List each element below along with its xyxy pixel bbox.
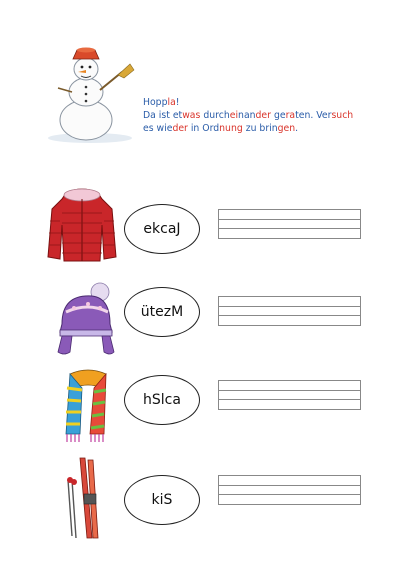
syllable: nung (219, 123, 243, 134)
syllable: ge (270, 110, 286, 121)
syllable: es wie (143, 123, 173, 134)
answer-lines[interactable] (218, 296, 361, 326)
syllable: der (172, 123, 188, 134)
syllable: la (167, 97, 176, 108)
syllable: was (182, 110, 201, 121)
instruction-line-2 (143, 109, 383, 122)
syllable: Da ist et (143, 110, 183, 121)
syllable: ! (175, 97, 180, 108)
jacket-image (44, 187, 120, 267)
syllable: der (255, 110, 271, 121)
hat-image (54, 282, 118, 358)
syllable: nan (238, 110, 256, 121)
instruction-line-1 (143, 96, 383, 109)
scrambled-word-oval: ekcaJ (124, 204, 200, 254)
scrambled-word-oval: hSlca (124, 375, 200, 425)
syllable: zu brin (242, 123, 278, 134)
syllable: ra (285, 110, 296, 121)
scarf-image (60, 368, 116, 444)
instruction-line-3 (143, 122, 383, 135)
syllable: gen (277, 123, 296, 134)
syllable: durch (200, 110, 230, 121)
syllable: such (331, 110, 354, 121)
syllable: in Ord (187, 123, 220, 134)
syllable: ei (229, 110, 239, 121)
answer-lines[interactable] (218, 380, 361, 410)
syllable: . (295, 123, 299, 134)
answer-lines[interactable] (218, 475, 361, 505)
ski-image (60, 456, 106, 542)
syllable: ten. Ver (295, 110, 332, 121)
scrambled-word-oval: kiS (124, 475, 200, 525)
scrambled-word-oval: ütezM (124, 287, 200, 337)
answer-lines[interactable] (218, 209, 361, 239)
instruction-text (143, 96, 383, 135)
syllable: Hopp (143, 97, 168, 108)
snowman-image (42, 42, 138, 144)
